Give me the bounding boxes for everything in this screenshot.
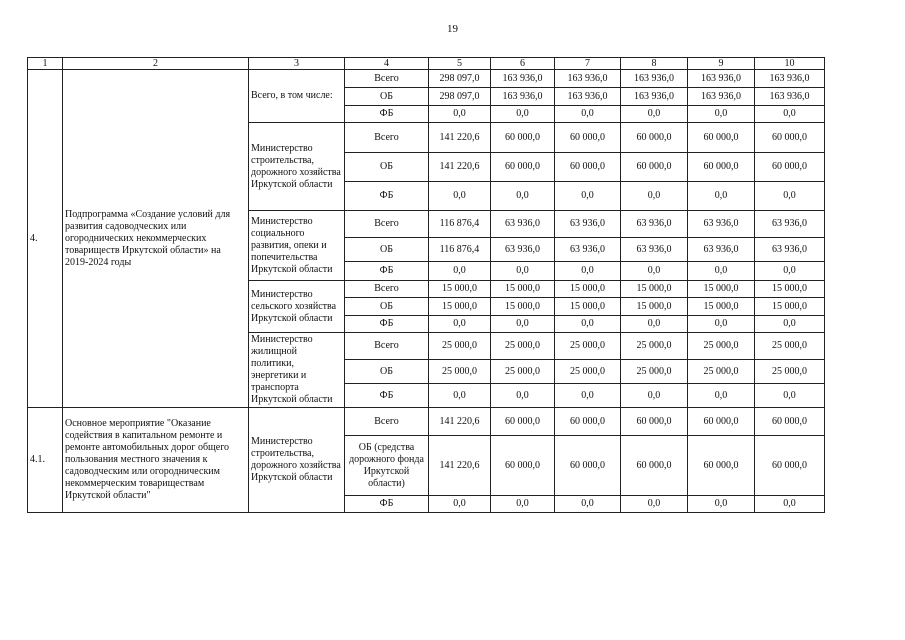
year-amount: 25 000,0 [555, 333, 621, 360]
year-amount: 15 000,0 [555, 281, 621, 298]
year-amount: 0,0 [755, 106, 825, 123]
year-amount: 0,0 [621, 106, 688, 123]
year-amount: 60 000,0 [621, 436, 688, 496]
year-amount: 0,0 [621, 262, 688, 281]
funding-source: Всего [345, 333, 429, 360]
year-amount: 60 000,0 [755, 123, 825, 153]
total-amount: 0,0 [429, 496, 491, 513]
executor-cell: Министерство строительства, дорожного хозяйства Иркутской области [249, 123, 345, 211]
year-amount: 63 936,0 [755, 238, 825, 262]
year-amount: 0,0 [491, 496, 555, 513]
funding-source: ФБ [345, 182, 429, 211]
year-amount: 25 000,0 [688, 333, 755, 360]
year-amount: 0,0 [755, 182, 825, 211]
year-amount: 60 000,0 [755, 436, 825, 496]
year-amount: 25 000,0 [555, 360, 621, 384]
col-header: 3 [249, 58, 345, 70]
total-amount: 116 876,4 [429, 238, 491, 262]
year-amount: 15 000,0 [555, 298, 621, 316]
year-amount: 0,0 [755, 316, 825, 333]
year-amount: 25 000,0 [755, 360, 825, 384]
year-amount: 25 000,0 [491, 360, 555, 384]
year-amount: 15 000,0 [755, 281, 825, 298]
year-amount: 60 000,0 [688, 408, 755, 436]
year-amount: 163 936,0 [688, 70, 755, 88]
budget-table [27, 57, 825, 513]
activity-title: Основное мероприятие "Оказание содействия в капитальном ремонте и ремонте автомобильных дорог общего пользования местного значения к садоводческим или огородническим некоммерческим товариществам Иркутской области" [63, 408, 249, 513]
year-amount: 60 000,0 [555, 408, 621, 436]
col-header: 1 [28, 58, 63, 70]
row-index: 4.1. [28, 408, 63, 513]
funding-source: ОБ [345, 298, 429, 316]
table-row [28, 408, 825, 436]
year-amount: 60 000,0 [688, 153, 755, 182]
year-amount: 60 000,0 [621, 408, 688, 436]
year-amount: 63 936,0 [491, 211, 555, 238]
year-amount: 0,0 [755, 496, 825, 513]
col-header: 6 [491, 58, 555, 70]
year-amount: 0,0 [555, 106, 621, 123]
row-index: 4. [28, 70, 63, 408]
executor-cell: Министерство социального развития, опеки и попечительства Иркутской области [249, 211, 345, 281]
total-amount: 298 097,0 [429, 70, 491, 88]
year-amount: 0,0 [491, 316, 555, 333]
year-amount: 63 936,0 [621, 211, 688, 238]
year-amount: 0,0 [688, 262, 755, 281]
year-amount: 60 000,0 [555, 436, 621, 496]
year-amount: 0,0 [491, 182, 555, 211]
year-amount: 163 936,0 [555, 70, 621, 88]
year-amount: 15 000,0 [688, 298, 755, 316]
year-amount: 163 936,0 [491, 88, 555, 106]
year-amount: 0,0 [621, 182, 688, 211]
total-amount: 0,0 [429, 316, 491, 333]
funding-source: Всего [345, 211, 429, 238]
year-amount: 60 000,0 [755, 153, 825, 182]
year-amount: 163 936,0 [688, 88, 755, 106]
year-amount: 0,0 [555, 496, 621, 513]
col-header: 10 [755, 58, 825, 70]
year-amount: 60 000,0 [491, 436, 555, 496]
year-amount: 0,0 [621, 316, 688, 333]
funding-source: ФБ [345, 496, 429, 513]
year-amount: 60 000,0 [621, 153, 688, 182]
year-amount: 25 000,0 [621, 333, 688, 360]
total-amount: 15 000,0 [429, 281, 491, 298]
year-amount: 15 000,0 [491, 281, 555, 298]
total-amount: 141 220,6 [429, 123, 491, 153]
total-amount: 0,0 [429, 384, 491, 408]
executor-cell: Министерство жилищной политики, энергетики и транспорта Иркутской области [249, 333, 345, 408]
executor-cell: Министерство строительства, дорожного хозяйства Иркутской области [249, 408, 345, 513]
year-amount: 163 936,0 [755, 70, 825, 88]
funding-source: ФБ [345, 316, 429, 333]
year-amount: 0,0 [755, 262, 825, 281]
funding-source: ФБ [345, 262, 429, 281]
year-amount: 25 000,0 [755, 333, 825, 360]
executor-cell: Всего, в том числе: [249, 70, 345, 123]
year-amount: 0,0 [688, 384, 755, 408]
year-amount: 0,0 [491, 384, 555, 408]
year-amount: 15 000,0 [755, 298, 825, 316]
year-amount: 60 000,0 [555, 123, 621, 153]
total-amount: 25 000,0 [429, 333, 491, 360]
year-amount: 163 936,0 [755, 88, 825, 106]
year-amount: 63 936,0 [688, 211, 755, 238]
year-amount: 63 936,0 [555, 211, 621, 238]
year-amount: 0,0 [491, 106, 555, 123]
year-amount: 0,0 [555, 316, 621, 333]
funding-source: Всего [345, 70, 429, 88]
year-amount: 0,0 [621, 496, 688, 513]
year-amount: 0,0 [555, 182, 621, 211]
year-amount: 0,0 [555, 262, 621, 281]
col-header: 8 [621, 58, 688, 70]
total-amount: 141 220,6 [429, 153, 491, 182]
total-amount: 116 876,4 [429, 211, 491, 238]
year-amount: 15 000,0 [688, 281, 755, 298]
year-amount: 163 936,0 [621, 88, 688, 106]
funding-source: ФБ [345, 384, 429, 408]
year-amount: 15 000,0 [621, 298, 688, 316]
year-amount: 0,0 [491, 262, 555, 281]
col-header: 5 [429, 58, 491, 70]
table-row [28, 70, 825, 88]
year-amount: 0,0 [755, 384, 825, 408]
col-header: 4 [345, 58, 429, 70]
year-amount: 63 936,0 [555, 238, 621, 262]
year-amount: 63 936,0 [688, 238, 755, 262]
funding-source: Всего [345, 123, 429, 153]
year-amount: 0,0 [688, 106, 755, 123]
year-amount: 0,0 [555, 384, 621, 408]
year-amount: 163 936,0 [491, 70, 555, 88]
year-amount: 63 936,0 [755, 211, 825, 238]
year-amount: 60 000,0 [755, 408, 825, 436]
funding-source: ОБ (средства дорожного фонда Иркутской области) [345, 436, 429, 496]
year-amount: 63 936,0 [621, 238, 688, 262]
total-amount: 0,0 [429, 106, 491, 123]
year-amount: 0,0 [621, 384, 688, 408]
year-amount: 15 000,0 [621, 281, 688, 298]
year-amount: 0,0 [688, 316, 755, 333]
funding-source: ФБ [345, 106, 429, 123]
funding-source: ОБ [345, 153, 429, 182]
year-amount: 60 000,0 [688, 123, 755, 153]
year-amount: 25 000,0 [688, 360, 755, 384]
subprogram-title: Подпрограмма «Создание условий для развития садоводческих или огороднических некоммерческих товариществ Иркутской области» на 2019-2024 годы [63, 70, 249, 408]
total-amount: 141 220,6 [429, 436, 491, 496]
funding-source: Всего [345, 281, 429, 298]
total-amount: 15 000,0 [429, 298, 491, 316]
year-amount: 60 000,0 [491, 123, 555, 153]
year-amount: 60 000,0 [688, 436, 755, 496]
total-amount: 141 220,6 [429, 408, 491, 436]
year-amount: 15 000,0 [491, 298, 555, 316]
total-amount: 0,0 [429, 182, 491, 211]
year-amount: 60 000,0 [621, 123, 688, 153]
year-amount: 0,0 [688, 496, 755, 513]
year-amount: 25 000,0 [491, 333, 555, 360]
year-amount: 60 000,0 [491, 408, 555, 436]
total-amount: 298 097,0 [429, 88, 491, 106]
year-amount: 60 000,0 [555, 153, 621, 182]
funding-source: Всего [345, 408, 429, 436]
executor-cell: Министерство сельского хозяйства Иркутской области [249, 281, 345, 333]
col-header: 7 [555, 58, 621, 70]
col-header: 9 [688, 58, 755, 70]
total-amount: 0,0 [429, 262, 491, 281]
year-amount: 60 000,0 [491, 153, 555, 182]
year-amount: 163 936,0 [555, 88, 621, 106]
col-header: 2 [63, 58, 249, 70]
year-amount: 25 000,0 [621, 360, 688, 384]
funding-source: ОБ [345, 360, 429, 384]
year-amount: 63 936,0 [491, 238, 555, 262]
year-amount: 163 936,0 [621, 70, 688, 88]
column-number-row [28, 58, 825, 70]
funding-source: ОБ [345, 88, 429, 106]
total-amount: 25 000,0 [429, 360, 491, 384]
funding-source: ОБ [345, 238, 429, 262]
page-number: 19 [447, 23, 458, 35]
year-amount: 0,0 [688, 182, 755, 211]
